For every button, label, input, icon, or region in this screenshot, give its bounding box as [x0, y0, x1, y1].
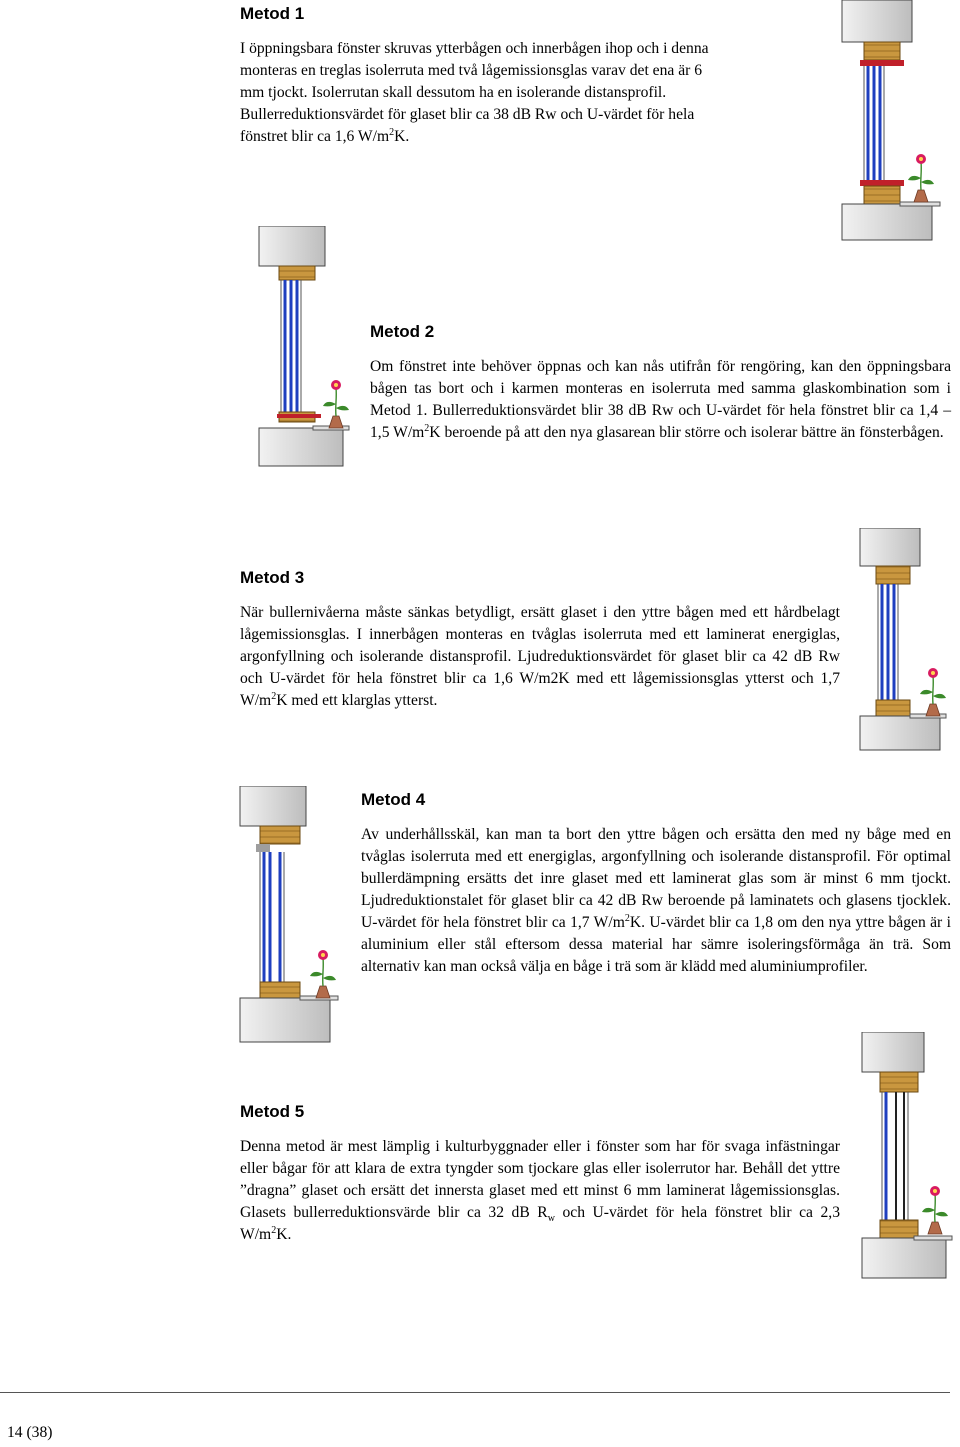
method-1-text [240, 38, 785, 148]
method-2-section [370, 322, 951, 444]
method-2-text-b: K beroende på att den nya glasarean blir större och isolerar bättre än fönsterbågen. [429, 424, 944, 441]
method-1-line-5-post: K. [394, 128, 410, 145]
method-1-section [240, 4, 785, 148]
method-1-sup: 2 [389, 126, 395, 138]
method-2-text [370, 356, 951, 444]
method-1-line-4: Bullerreduktionsvärdet för glaset blir ca 38 dB Rw och U-värdet för hela [240, 106, 695, 123]
method-1-window-illustration [838, 0, 956, 245]
method-5-window-illustration [858, 1032, 958, 1282]
method-4-text [361, 824, 951, 978]
method-3-heading: Metod 3 [240, 568, 305, 587]
method-5-heading: Metod 5 [240, 1102, 305, 1121]
method-4-window-illustration [236, 786, 344, 1046]
method-3-sup: 2 [271, 690, 277, 702]
method-3-text-a: När bullernivåerna måste sänkas betydligt, ersätt glaset i den yttre bågen med ett hårdbelagt lågemissionsglas. I innerbågen monteras en tvåglas isolerruta med ett laminerat energiglas, argonfyllning och isolerande distansprofil. Ljudreduktionsvärdet för glaset blir ca 42 dB Rw och U-värdet för hela fönstret blir ca 1,6 W/m2K med ett lågemissionsglas ytterst och 1,7 W/m [240, 604, 840, 709]
footer-rule [0, 1392, 950, 1393]
method-5-sub: w [547, 1213, 555, 1225]
method-5-text [240, 1136, 840, 1246]
method-3-text [240, 602, 840, 712]
method-4-text-b: K. U-värdet blir ca 1,8 om den nya yttre bågen är i aluminium eller stål eftersom dessa material har sämre isoleringsförmåga än trä. Som alternativ kan man också välja en båge i trä som är klädd med aluminiumprofiler. [361, 914, 951, 975]
method-3-section [240, 568, 840, 712]
method-4-text-a: Av underhållsskäl, kan man ta bort den yttre bågen och ersätta den med ny båge med en tvåglas isolerruta med ett energiglas, argonfyllning och isolerande distansprofil. För optimal bullerdämpning ersätts det inre glaset med ett laminerat glas som är minst 6 mm tjockt. Ljudreduktionstalet för glaset blir ca 42 dB Rw beroende på laminatets och glasens tjocklek. U-värdet för hela fönstret blir ca 1,7 W/m [361, 826, 951, 931]
method-1-heading: Metod 1 [240, 4, 305, 23]
method-3-window-illustration [856, 528, 956, 753]
method-4-sup: 2 [624, 912, 630, 924]
method-3-text-b: K med ett klarglas ytterst. [276, 692, 438, 709]
method-5-section [240, 1102, 840, 1246]
method-4-heading: Metod 4 [361, 790, 426, 809]
method-1-line-2: monteras en treglas isolerruta med två lågemissionsglas varav det ena är 6 [240, 62, 703, 79]
method-1-line-3: mm tjockt. Isolerrutan skall dessutom ha en isolerande distansprofil. [240, 84, 667, 101]
method-2-text-a: Om fönstret inte behöver öppnas och kan nås utifrån för rengöring, kan den öppningsbara bågen tas bort och i karmen monteras en isolerruta med samma glaskombination som i Metod 1. Bullerreduktionsvärdet blir 38 dB Rw och U-värdet för hela fönstret blir ca 1,4 – 1,5 W/m [370, 358, 951, 441]
method-5-text-a: Denna metod är mest lämplig i kulturbyggnader eller i fönster som har för svaga infästningar eller bågar för att klara de extra tyngder som tjockare glas eller isolerrutor har. Behåll det yttre ”dragna” glaset och ersätt det innersta glaset med ett minst 6 mm laminerat lågemissionsglas. Glasets bullerreduktionsvärde blir ca 32 dB R [240, 1138, 840, 1221]
method-2-sup: 2 [424, 422, 430, 434]
method-4-section [361, 790, 951, 978]
method-5-sup: 2 [271, 1224, 277, 1236]
method-2-window-illustration [255, 226, 355, 471]
method-5-text-b: och U-värdet för hela fönstret blir ca 2,3 W/m [240, 1204, 840, 1243]
page-number: 14 (38) [7, 1424, 53, 1441]
method-5-text-c: K. [276, 1226, 292, 1243]
method-2-heading: Metod 2 [370, 322, 435, 341]
method-1-line-5-pre: fönstret blir ca 1,6 W/m [240, 128, 390, 145]
method-1-line-1: I öppningsbara fönster skruvas ytterbågen och innerbågen ihop och i denna [240, 40, 709, 57]
